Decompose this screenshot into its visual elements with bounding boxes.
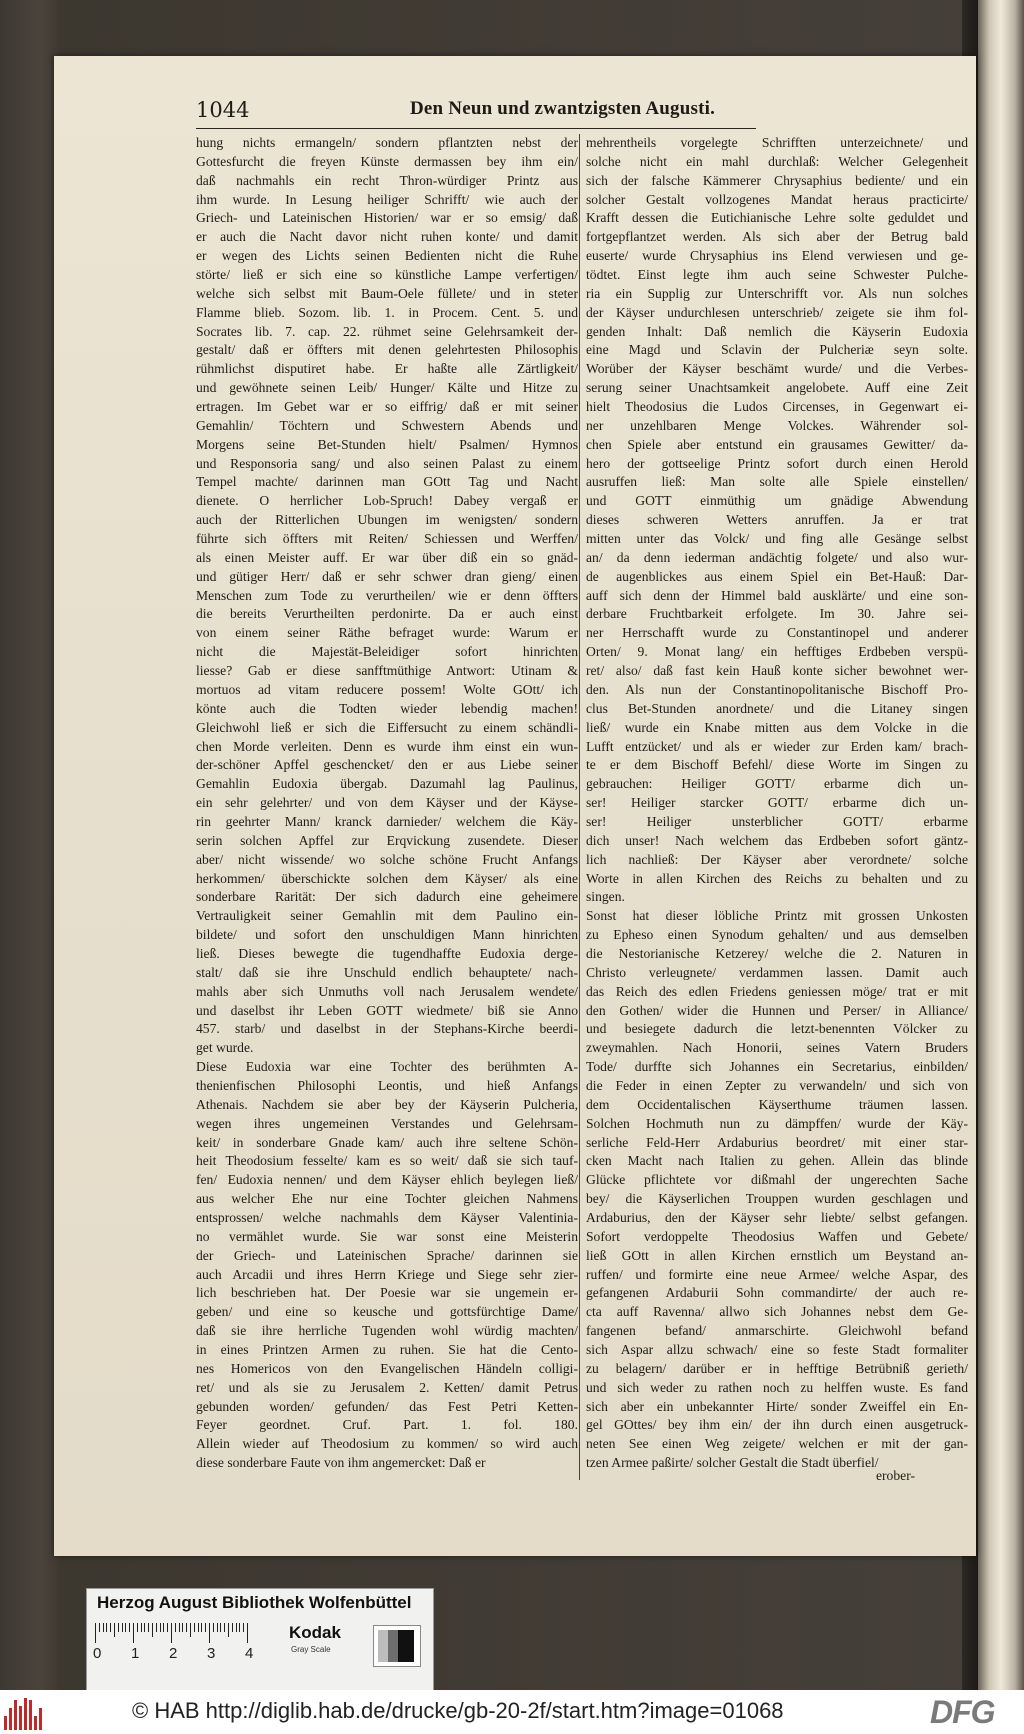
- text-line: Gemahlin/ Töchtern und Schwestern Abends und: [196, 417, 578, 433]
- ruler-tick: [144, 1623, 145, 1632]
- text-line: neten See einen Weg zeigete/ welchen er mit der gan-: [586, 1436, 968, 1452]
- ruler-tick: [137, 1623, 138, 1632]
- text-line: sich der falsche Kämmerer Chrysaphius bediente/ und ein: [586, 172, 968, 188]
- text-line: cken Macht nach Italien zu gehen. Allein das blinde: [586, 1153, 968, 1169]
- text-line: rühmlichst disputiret habe. Er haßte alle Zärtligkeit/: [196, 361, 578, 377]
- text-line: cta auff Ravenna/ allwo sich Johannes nebst dem Ge-: [586, 1304, 968, 1320]
- kodak-brand: Kodak: [289, 1623, 341, 1642]
- text-line: Tode/ durffte sich Johannes ein Secretarius, einbilden/: [586, 1059, 968, 1075]
- text-line: auch der Ritterlichen Ubungen im wenigsten/ sondern: [196, 512, 578, 528]
- ruler-tick: [95, 1623, 96, 1643]
- text-line: gebrauchen: Heiliger GOTT/ erbarme dich un-: [586, 776, 968, 792]
- running-title: Den Neun und zwantzigsten Augusti.: [410, 98, 716, 119]
- text-line: entsprossen/ welche nachmahls dem Käyser Valentinia-: [196, 1209, 578, 1225]
- ruler-tick: [243, 1623, 244, 1632]
- text-line: gel GOttes/ bey ihm ein/ der ihn durch einen ausgetruck-: [586, 1417, 968, 1433]
- gray-scale-label: Gray Scale: [291, 1645, 331, 1654]
- text-line: von einem seiner Räthe befraget wurde: Warum er: [196, 625, 578, 641]
- ruler-tick: [186, 1623, 187, 1632]
- ruler-tick: [228, 1623, 229, 1637]
- text-line: der Griech- und Lateinischen Sprache/ darinnen sie: [196, 1247, 578, 1263]
- ruler-tick: [232, 1623, 233, 1632]
- catchword: erober-: [876, 1468, 915, 1483]
- text-line: euserte/ wurde Chrysaphius ins Elend verwiesen und ge-: [586, 248, 968, 264]
- left-text-column: [196, 134, 578, 1473]
- text-line: ret/ also/ daß fast kein Hauß konte sicher bewohnet wer-: [586, 663, 968, 679]
- text-line: ser! Heiliger unsterblicher GOTT/ erbarme: [586, 813, 968, 829]
- text-line: fen/ Eudoxia nennen/ und dem Käyser ehlich beylegen ließ/: [196, 1172, 578, 1188]
- hab-logo-icon: [4, 1694, 48, 1730]
- text-line: get wurde.: [196, 1040, 254, 1056]
- text-line: daß nachmahls ein recht Thron-würdiger Printz aus: [196, 172, 578, 188]
- text-line: geben/ und eine so keusche und gottsfürchtige Dame/: [196, 1304, 578, 1320]
- text-line: könte auch die Todten wieder lebendig machen!: [196, 700, 578, 716]
- text-line: sich aber ein unbekannter Hirte/ sonder Zweiffel ein En-: [586, 1398, 968, 1414]
- text-line: stalt/ daß sie ihre Unschuld endlich behauptete/ nach-: [196, 964, 578, 980]
- text-line: solcher Gestalt vollzogenes Mandat heraus practicirte/: [586, 191, 968, 207]
- text-line: daß sie ihre herrliche Tugenden wohl würdig machten/: [196, 1323, 578, 1339]
- text-line: störte/ ließ er sich eine so künstliche Lampe verfertigen/: [196, 267, 578, 283]
- text-line: ser! Heiliger starcker GOTT/ erbarme dich un-: [586, 795, 968, 811]
- text-line: ertragen. Im Gebet war er so eiffrig/ daß er mit seiner: [196, 399, 578, 415]
- text-line: sonderbare Rarität: Der sich dadurch eine geheimere: [196, 889, 578, 905]
- text-line: Sofort verdoppelte Theodosius Waffen und Gebete/: [586, 1228, 968, 1244]
- text-line: und Responsoria sang/ und also seinen Palast zu einem: [196, 455, 578, 471]
- text-line: mortuos ad vitam reducere possem! Wolte GOtt/ ich: [196, 681, 578, 697]
- text-line: serung seiner Unachtsamkeit angelobete. Auff eine Zeit: [586, 380, 968, 396]
- ruler-number: 0: [93, 1645, 102, 1662]
- text-line: nicht die Majestät-Beleidiger sofort hinrichten: [196, 644, 578, 660]
- column-divider: [579, 134, 580, 1480]
- text-line: ein sehr gelehrter/ und von dem Käyser und der Käyse-: [196, 795, 578, 811]
- logo-bar: [39, 1708, 42, 1730]
- text-line: solche nicht ein mahl durchlaß: Welcher Gelegenheit: [586, 153, 968, 169]
- text-line: Tempel machte/ darinnen man GOtt Tag und Nacht: [196, 474, 578, 490]
- ruler-tick: [141, 1623, 142, 1632]
- ruler-tick: [217, 1623, 218, 1632]
- ruler-tick: [163, 1623, 164, 1632]
- text-line: Socrates lib. 7. cap. 22. rühmet seine Gelehrsamkeit der-: [196, 323, 578, 339]
- text-line: Orten/ 9. Monat lang/ ein hefftiges Erdbeben verspü-: [586, 644, 968, 660]
- logo-bar: [4, 1716, 7, 1730]
- text-line: te er dem Bischoff Befehl/ diese Worte im Singen zu: [586, 757, 968, 773]
- text-line: Gemahlin Eudoxia übergab. Dazumahl lag Paulinus,: [196, 776, 578, 792]
- text-line: die Nestorianische Ketzerey/ welche die 2. Naturen in: [586, 945, 968, 961]
- text-line: Flamme blieb. Sozom. lib. 1. in Procem. Cent. 5. und: [196, 304, 578, 320]
- ruler-tick: [103, 1623, 104, 1632]
- ruler-tick: [198, 1623, 199, 1632]
- ruler-tick: [190, 1623, 191, 1637]
- text-line: dienete. O herrlicher Lob-Spruch! Dabey vergaß er: [196, 493, 578, 509]
- text-line: keit/ in sonderbare Gnade kam/ auch ihre seltene Schön-: [196, 1134, 578, 1150]
- text-line: lich nachließ: Der Käyser aber verordnete/ solche: [586, 851, 968, 867]
- footer-credit[interactable]: © HAB http://diglib.hab.de/drucke/gb-20-2f/start.htm?image=01068: [132, 1698, 784, 1723]
- logo-bar: [19, 1706, 22, 1730]
- text-line: gefangenen Ardaburii Sohn commandirte/ der auch re-: [586, 1285, 968, 1301]
- text-line: Glücke pflichtete vor dißmahl der ungerechten Sache: [586, 1172, 968, 1188]
- text-line: tzen Armee paßirte/ solcher Gestalt die Stadt überfiel/: [586, 1455, 879, 1471]
- ruler-tick: [148, 1623, 149, 1632]
- ruler-tick: [171, 1623, 172, 1643]
- text-line: der-schöner Apffel geschencket/ den er aus Liebe seiner: [196, 757, 578, 773]
- page-number: 1044: [196, 98, 250, 122]
- text-line: der Käyser undurchlesen unterschrieb/ zeigete sie ihm fol-: [586, 304, 968, 320]
- ruler-tick: [125, 1623, 126, 1632]
- text-line: zu belagern/ darüber er in hefftige Betrübniß gerieth/: [586, 1360, 968, 1376]
- text-line: in eines Printzen Armen zu ruhen. Sie hat die Cento-: [196, 1342, 578, 1357]
- text-line: ner Herrschafft wurde zu Constantinopel und anderer: [586, 625, 968, 641]
- text-line: nes Homericos von den Evangelischen Händeln colligi-: [196, 1360, 578, 1376]
- text-line: und sich weder zu rathen noch zu helffen wuste. Es fand: [586, 1379, 968, 1395]
- ruler-tick: [179, 1623, 180, 1632]
- text-line: fangenen befand/ anmarschirte. Gleichwohl befand: [586, 1323, 968, 1339]
- text-line: bildete/ und sofort den unschuldigen Mann hinrichten: [196, 927, 578, 943]
- ruler-tick: [194, 1623, 195, 1632]
- ruler-tick: [182, 1623, 183, 1632]
- text-line: mehrentheils vorgelegte Schrifften unterzeichnete/ und: [586, 135, 968, 150]
- logo-bar: [14, 1700, 17, 1730]
- text-line: und GOTT einmüthig um gnädige Abwendung: [586, 493, 968, 509]
- text-line: ausruffen ließ: Man solte alle Spiele einstellen/: [586, 474, 968, 490]
- ruler-number: 2: [169, 1645, 178, 1662]
- text-line: no vermählet wurde. Sie war sonst eine Meisterin: [196, 1228, 578, 1244]
- text-line: ließ/ wurde ein Knabe mitten aus dem Volcke in die: [586, 719, 968, 735]
- text-line: serin solchen Apffel zur Erqvickung zusendete. Dieser: [196, 832, 578, 848]
- text-line: fortgepflantzet werden. Als sich aber der Betrug bald: [586, 229, 968, 245]
- text-line: lich beschrieben hat. Der Poesie war sie ungemein er-: [196, 1285, 578, 1301]
- logo-bar: [9, 1708, 12, 1730]
- ruler-tick: [213, 1623, 214, 1632]
- ruler-tick: [236, 1623, 237, 1632]
- text-line: und besiegete dadurch die letzt-benennten Völcker zu: [586, 1021, 968, 1037]
- text-line: Sonst hat dieser löbliche Printz mit grossen Unkosten: [586, 908, 968, 924]
- text-line: Worte in allen Kirchen des Reichs zu behalten und zu: [586, 870, 968, 886]
- text-line: Feyer geordnet. Cruf. Part. 1. fol. 180.: [196, 1417, 578, 1433]
- ruler-tick: [209, 1623, 210, 1643]
- text-line: chen Spiele aber entstund ein grausames Gewitter/ da-: [586, 436, 968, 452]
- text-line: de augenblickes aus einem Spiel ein Bet-Hauß: Dar-: [586, 568, 968, 584]
- text-line: heit Theodosium fesselte/ kam es so weit/ daß sie sich tauf-: [196, 1153, 578, 1169]
- text-line: diese sonderbare Faute von ihm angemercket: Daß er: [196, 1455, 486, 1471]
- text-line: zu Epheso einen Synodum gehalten/ und aus demselben: [586, 927, 968, 943]
- text-line: ner unzehlbaren Menge Volckes. Währender sol-: [586, 417, 968, 433]
- logo-bar: [34, 1716, 37, 1730]
- text-line: dem Occidentalischen Käyserthume träumen lassen.: [586, 1096, 968, 1112]
- text-line: den. Als nun der Constantinopolitanische Bischoff Pro-: [586, 681, 968, 697]
- text-line: führte sich öffters mit Reiten/ Schiessen und Werffen/: [196, 531, 578, 547]
- text-line: dich unser! Nach welchem das Erdbeben sofort gäntz-: [586, 832, 968, 848]
- text-line: thenienfischen Philosophi Leontis, und hieß Anfangs: [196, 1077, 578, 1093]
- text-line: 457. starb/ und daselbst in der Stephans-Kirche beerdi-: [196, 1021, 578, 1037]
- text-line: den Gothen/ wider die Hunnen und Perser/ in Alliance/: [586, 1002, 968, 1018]
- ruler-tick: [247, 1623, 248, 1643]
- ruler-tick: [175, 1623, 176, 1632]
- text-line: mitten unter das Volck/ und fing alle Gesänge selbst: [586, 531, 968, 547]
- text-line: mahls aber sich Unmuths voll nach Jerusalem wendete/: [196, 983, 578, 999]
- text-line: Christo verleugnete/ verdammen lassen. Damit auch: [586, 964, 968, 980]
- ruler-tick: [205, 1623, 206, 1632]
- text-line: auch Arcadii und ihres Herrn Kriege und Siege sehr zier-: [196, 1266, 578, 1282]
- ruler-tick: [201, 1623, 202, 1632]
- text-line: Gottesfurcht die freyen Künste dermassen bey ihm ein/: [196, 153, 578, 169]
- ruler-tick: [152, 1623, 153, 1637]
- text-line: ria ein Supplig zur Unterschrifft vor. Als nun solches: [586, 285, 968, 301]
- page-header: [196, 98, 756, 129]
- text-line: ließ. Dieses bewegte die tugendhaffte Eudoxia derge-: [196, 945, 578, 961]
- facing-page-edge: [978, 0, 1024, 1690]
- text-line: wegen ihres ungemeinen Verstandes und Gelehrsam-: [196, 1115, 578, 1131]
- text-line: Solchen Hochmuth nun zu dämpffen/ wurde der Käy-: [586, 1115, 968, 1131]
- text-line: Menschen zum Tode zu verurtheilen/ wie er denn öffters: [196, 587, 578, 603]
- library-name: Herzog August Bibliothek Wolfenbüttel: [97, 1593, 412, 1612]
- ruler-tick: [118, 1623, 119, 1632]
- ruler-tick: [156, 1623, 157, 1632]
- footer-bar: [0, 1690, 1024, 1734]
- text-line: Krafft dessen die Eutichianische Lehre solte geduldet und: [586, 210, 968, 226]
- text-line: das Reich des edlen Friedens geniessen möge/ trat er mit: [586, 983, 968, 999]
- text-line: eine Magd und Sclavin der Pulcheriæ seyn solte.: [586, 342, 968, 358]
- text-line: er wegen des Lichts seinen Bedienten nicht die Ruhe: [196, 248, 578, 264]
- text-line: hielt Theodosius die Ludos Circenses, in Gegenwart ei-: [586, 399, 968, 415]
- text-line: herkommen/ überschickte solchen dem Käyser/ als eine: [196, 870, 578, 886]
- ruler-tick: [99, 1623, 100, 1632]
- text-line: chen Morde verleiten. Denn es wurde ihm einst ein wun-: [196, 738, 578, 754]
- text-line: genden Inhalt: Daß nemlich die Käyserin Eudoxia: [586, 323, 968, 339]
- text-line: Lufft entzücket/ und als er wieder zur Erden kam/ brach-: [586, 738, 968, 754]
- text-line: Diese Eudoxia war eine Tochter des berühmten A-: [196, 1059, 578, 1075]
- text-line: singen.: [586, 889, 625, 905]
- ruler-tick: [167, 1623, 168, 1632]
- ruler-tick: [239, 1623, 240, 1632]
- ruler-tick: [106, 1623, 107, 1632]
- text-line: rin geehrter Mann/ kranck darnieder/ welchem die Käy-: [196, 813, 578, 829]
- ruler-tick: [160, 1623, 161, 1632]
- ruler-tick: [224, 1623, 225, 1632]
- text-line: Griech- und Lateinischen Historien/ war er so emsig/ daß: [196, 210, 578, 226]
- gray-swatch: [373, 1625, 421, 1667]
- text-line: hero der gottseelige Printz sofort durch einen Herold: [586, 455, 968, 471]
- text-line: Morgens seine Bet-Stunden hielt/ Psalmen/ Hymnos: [196, 436, 578, 452]
- text-line: serliche Feld-Herr Ardaburius beordret/ mit einer star-: [586, 1134, 968, 1150]
- ruler-tick: [114, 1623, 115, 1637]
- text-line: bey/ die Käyserlichen Trouppen wurden geschlagen und: [586, 1191, 968, 1207]
- ruler-tick: [129, 1623, 130, 1632]
- text-line: dieses schweren Wetters anruffen. Ja er trat: [586, 512, 968, 528]
- text-line: Athenais. Nachdem sie aber bey der Käyserin Pulcheria,: [196, 1096, 578, 1112]
- ruler-number: 1: [131, 1645, 140, 1662]
- text-line: aber/ nicht wissende/ wo solche schöne Frucht Anfangs: [196, 851, 578, 867]
- text-line: und daselbst ihr Leben GOTT wiedmete/ biß sie Anno: [196, 1002, 578, 1018]
- ruler-numbers: [93, 1645, 293, 1665]
- logo-bar: [29, 1700, 32, 1730]
- text-line: Worüber der Käyser beschämt wurde/ und die Verbes-: [586, 361, 968, 377]
- text-line: an/ da denn iederman andächtig folgete/ und also wur-: [586, 549, 968, 565]
- text-line: welche sich selbst mit Baum-Oele füllete/ und in steter: [196, 285, 578, 301]
- dfg-logo: DFG: [930, 1694, 995, 1730]
- text-line: Ardaburius, den der Käyser sehr liebte/ selbst gefangen.: [586, 1209, 968, 1225]
- right-text-column: [586, 134, 968, 1473]
- text-line: ihm wurde. In Lesung heiliger Schrifft/ wie auch der: [196, 191, 578, 207]
- text-line: die bereits Verurtheilten perdonirte. Da er auch einst: [196, 606, 578, 622]
- ruler-tick: [110, 1623, 111, 1632]
- text-line: sich Aspar allzu schwach/ eine so feste Stadt formaliter: [586, 1342, 968, 1357]
- ruler-tick: [133, 1623, 134, 1643]
- text-line: und gütiger Herr/ daß er sehr schwer dran gieng/ einen: [196, 568, 578, 584]
- text-line: liesse? Gab er diese sanfftmüthige Antwort: Utinam &: [196, 663, 578, 679]
- ruler-number: 3: [207, 1645, 216, 1662]
- text-line: er auch die Nacht davor nicht ruhen konte/ und damit: [196, 229, 578, 245]
- text-line: tödtet. Einst legte ihm auch seine Schwester Pulche-: [586, 267, 968, 283]
- text-line: ret/ und als sie zu Jerusalem 2. Ketten/ damit Petrus: [196, 1379, 578, 1395]
- logo-bar: [24, 1698, 27, 1730]
- ruler-tick: [122, 1623, 123, 1632]
- text-line: ruffen/ und formirte eine neue Armee/ welche Aspar, des: [586, 1266, 968, 1282]
- ruler-tick: [220, 1623, 221, 1632]
- text-line: ließ GOtt in allen Kirchen ernstlich um Beystand an-: [586, 1247, 968, 1263]
- text-line: aus welcher Ehe nur eine Tochter gleichen Nahmens: [196, 1191, 578, 1207]
- color-calibration-bar: [86, 1588, 434, 1706]
- text-line: Allein wieder auf Theodosium zu kommen/ so wird auch: [196, 1436, 578, 1452]
- text-line: derbare Fruchtbarkeit erfolgete. Im 30. Jahre sei-: [586, 606, 968, 622]
- text-line: Vertrauligkeit seiner Gemahlin mit dem Paulino ein-: [196, 908, 578, 924]
- text-line: hung nichts ermangeln/ sondern pflantzten nebst der: [196, 135, 578, 150]
- text-line: und gewöhnete seinen Leib/ Hunger/ Kälte und Hitze zu: [196, 380, 578, 396]
- text-line: auff sich denn der Himmel bald ausklärte/ und eine son-: [586, 587, 968, 603]
- ruler-number: 4: [245, 1645, 254, 1662]
- text-line: gestalt/ daß er öffters mit denen gelehrtesten Philosophis: [196, 342, 578, 358]
- text-line: Gleichwohl ließ er sich die Eiffersucht zu einem schändli-: [196, 719, 578, 735]
- text-line: als einen Meister auff. Er war über diß ein so gnäd-: [196, 549, 578, 565]
- text-line: clus Bet-Stunden anordnete/ und die Litaney singen: [586, 700, 968, 716]
- text-line: zweymahlen. Nach Honorii, seines Vatern Bruders: [586, 1040, 968, 1056]
- text-line: die Feder in einen Zepter zu verwandeln/ und sich von: [586, 1077, 968, 1093]
- text-line: gebunden worden/ gefunden/ das Fest Petri Ketten-: [196, 1398, 578, 1414]
